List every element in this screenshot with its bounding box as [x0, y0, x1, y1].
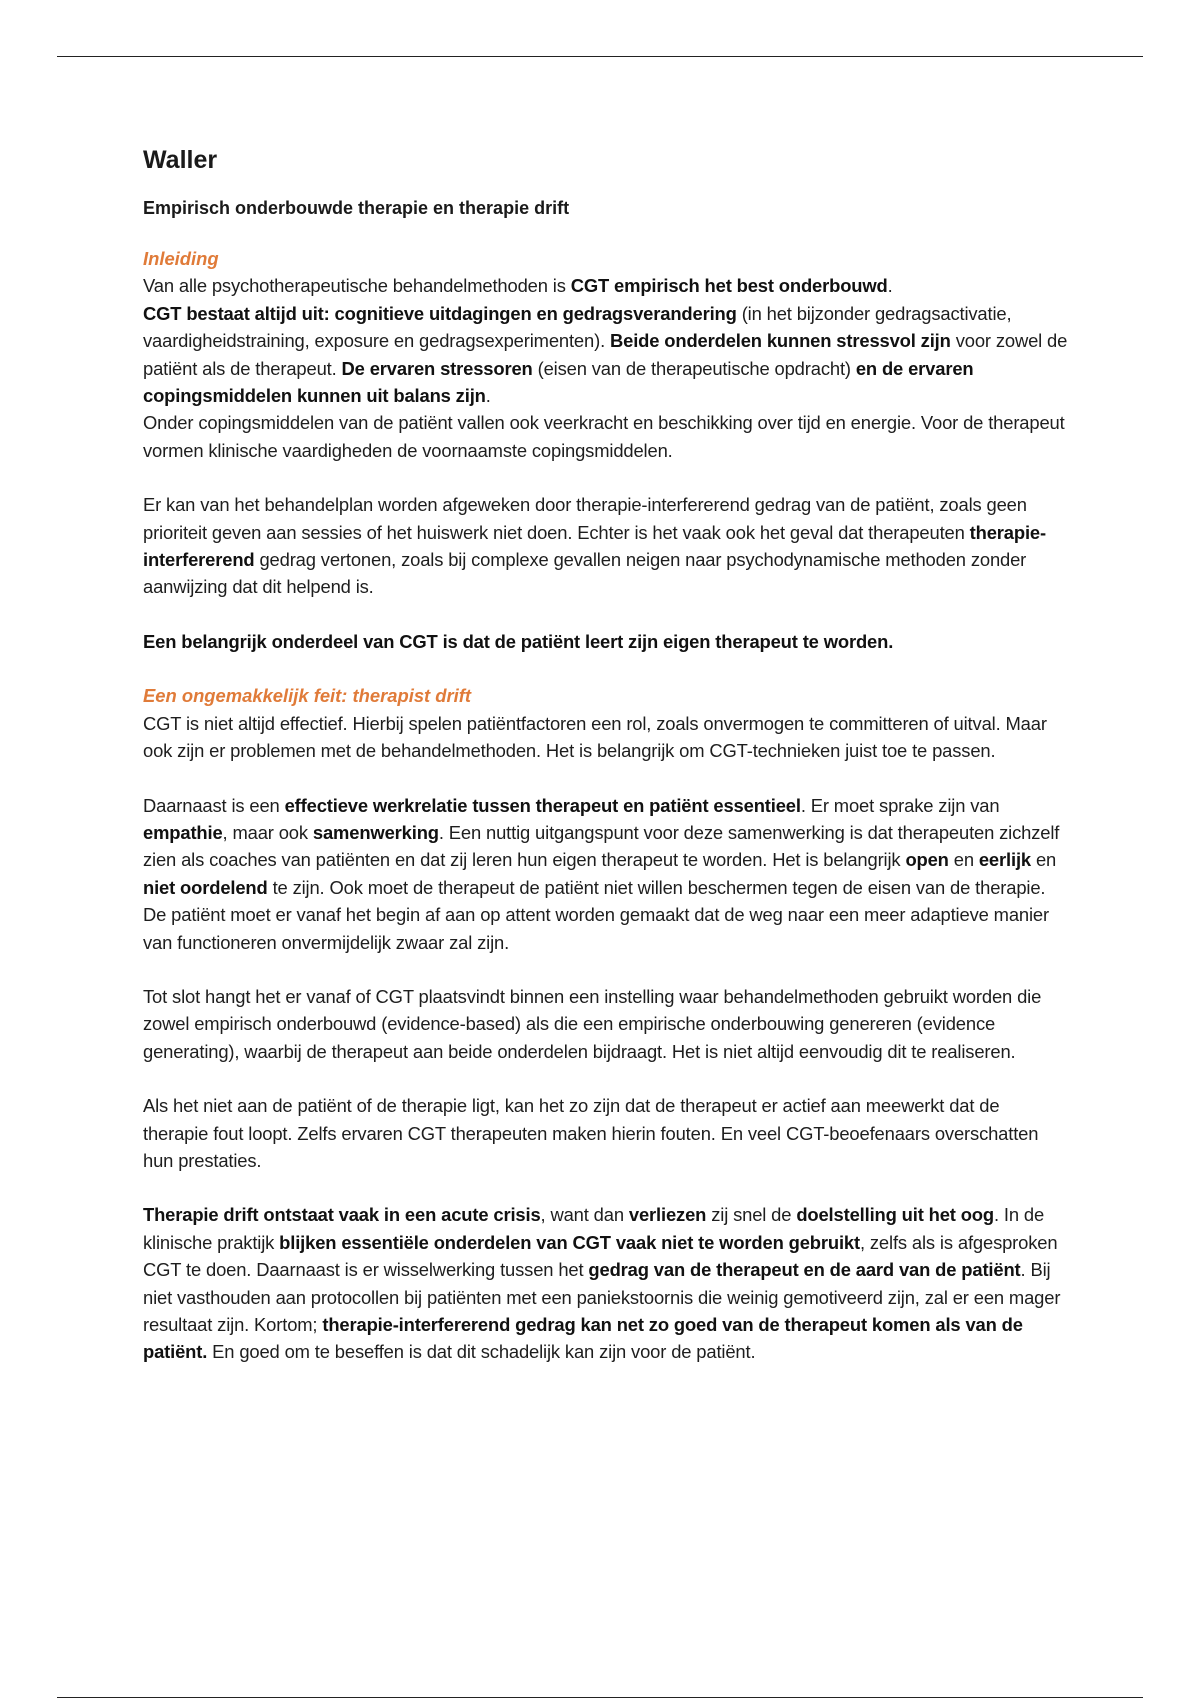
text-run: (eisen van de therapeutische opdracht) [532, 357, 856, 379]
text-run: Er kan van het behandelplan worden afgeweken door therapie-interfererend gedrag van de patiënt, zoals geen prioriteit geven aan sessies of het huiswerk niet doen. Echter is het vaak ook het geval dat therapeuten [143, 494, 1027, 543]
bold-text: samenwerking [312, 821, 439, 843]
text-run: zij snel de [706, 1204, 797, 1226]
text-run: voor zowel de patiënt als de therapeut. [143, 330, 1068, 379]
section-heading-inleiding: Inleiding [143, 248, 219, 269]
text-run: en [948, 849, 979, 871]
text-run: gedrag vertonen, zoals bij complexe gevallen neigen naar psychodynamische methoden zonder aanwijzing dat dit helpend is. [143, 549, 1027, 598]
text-run: En goed om te beseffen is dat dit schadelijk kan zijn voor de patiënt. [207, 1341, 756, 1363]
document-subtitle: Empirisch onderbouwde therapie en therapie drift [143, 198, 570, 218]
text-run: , want dan [540, 1204, 629, 1226]
bold-text: Therapie drift ontstaat vaak in een acute crisis [143, 1204, 541, 1226]
paragraph-key-point [143, 628, 1068, 655]
paragraph [143, 1201, 1068, 1365]
text-run: . [887, 275, 893, 297]
bold-text: Een belangrijk onderdeel van CGT is dat de patiënt leert zijn eigen therapeut te worden. [143, 630, 894, 652]
bold-text: niet oordelend [143, 876, 268, 898]
text-run: . Er moet sprake zijn van [800, 794, 1000, 816]
section-heading-therapist-drift: Een ongemakkelijk feit: therapist drift [143, 685, 472, 707]
bold-text: verliezen [628, 1204, 707, 1226]
bold-text: Beide onderdelen kunnen stressvol zijn [609, 330, 951, 352]
text-run: , maar ook [222, 821, 313, 843]
bold-text: blijken essentiële onderdelen van CGT vaak niet te worden gebruikt [279, 1231, 860, 1253]
paragraph [143, 1092, 1068, 1174]
paragraph [143, 792, 1068, 956]
paragraph [143, 491, 1068, 601]
bold-text: effectieve werkrelatie tussen therapeut en patiënt essentieel [284, 794, 801, 816]
bold-text: therapie-interfererend gedrag kan net zo goed van de therapeut komen als van de patiënt. [143, 1314, 1023, 1363]
bold-text: open [905, 849, 949, 871]
text-run: Van alle psychotherapeutische behandelmethoden is [143, 275, 571, 297]
bold-text: CGT empirisch het best onderbouwd [570, 275, 888, 297]
bold-text: gedrag van de therapeut en de aard van de patiënt [588, 1259, 1021, 1281]
paragraph [143, 710, 1068, 765]
text-run: . In de klinische praktijk [143, 1204, 1045, 1253]
text-run: . Een nuttig uitgangspunt voor deze samenwerking is dat therapeuten zichzelf zien als coaches van patiënten en dat zij leren hun eigen therapeut te worden. Het is belangrijk [143, 821, 1060, 871]
text-run: te zijn. Ook moet de therapeut de patiënt niet willen beschermen tegen de eisen van de therapie. De patiënt moet er vanaf het begin af aan op attent worden gemaakt dat de weg naar een meer adaptieve manier van functioneren onvermijdelijk zwaar zal zijn. [143, 876, 1049, 953]
text-run: (in het bijzonder gedragsactivatie, vaardigheidstraining, exposure en gedragsexperimenten). [143, 302, 1012, 352]
bold-text: therapie-interfererend [143, 521, 1046, 571]
footer-rule [57, 1697, 1143, 1698]
bold-text: doelstelling uit het oog [796, 1204, 994, 1226]
text-run: Tot slot hangt het er vanaf of CGT plaatsvindt binnen een instelling waar behandelmethoden gebruikt worden die zowel empirisch onderbouwd (evidence-based) als die een empirische onderbouwing genereren (evidence generating), waarbij de therapeut aan beide onderdelen bijdraagt. Het is niet altijd eenvoudig dit te realiseren. [143, 985, 1042, 1062]
paragraph [143, 409, 1068, 464]
text-run: Daarnaast is een [143, 794, 285, 816]
bold-text: en de ervaren copingsmiddelen kunnen uit balans zijn [143, 357, 974, 407]
bold-text: eerlijk [978, 849, 1031, 871]
text-run: . Bij niet vasthouden aan protocollen bij patiënten met een paniekstoornis die weinig gemotiveerd zijn, zal er een mager resultaat zijn. Kortom; [143, 1259, 1061, 1335]
text-run: . [485, 385, 491, 407]
paragraph [143, 300, 1068, 410]
header-rule [57, 56, 1143, 57]
bold-text: empathie [143, 821, 223, 843]
text-run: en [1030, 849, 1057, 871]
document-title: Waller [143, 146, 218, 174]
document-body [143, 143, 1068, 1366]
text-run: Onder copingsmiddelen van de patiënt vallen ook veerkracht en beschikking over tijd en energie. Voor de therapeut vormen klinische vaardigheden de voornaamste copingsmiddelen. [143, 412, 1065, 461]
paragraph [143, 983, 1068, 1065]
text-run: CGT is niet altijd effectief. Hierbij spelen patiëntfactoren een rol, zoals onvermogen te committeren of uitval. Maar ook zijn er problemen met de behandelmethoden. Het is belangrijk om CGT-technieken juist toe te passen. [143, 712, 1047, 762]
text-run: , zelfs als is afgesproken CGT te doen. Daarnaast is er wisselwerking tussen het [143, 1231, 1058, 1281]
bold-text: CGT bestaat altijd uit: cognitieve uitdagingen en gedragsverandering [143, 302, 737, 324]
text-run: Als het niet aan de patiënt of de therapie ligt, kan het zo zijn dat de therapeut er actief aan meewerkt dat de therapie fout loopt. Zelfs ervaren CGT therapeuten maken hierin fouten. En veel CGT-beoefenaars overschatten hun prestaties. [143, 1095, 1039, 1171]
bold-text: De ervaren stressoren [341, 357, 533, 379]
paragraph [143, 272, 1068, 299]
